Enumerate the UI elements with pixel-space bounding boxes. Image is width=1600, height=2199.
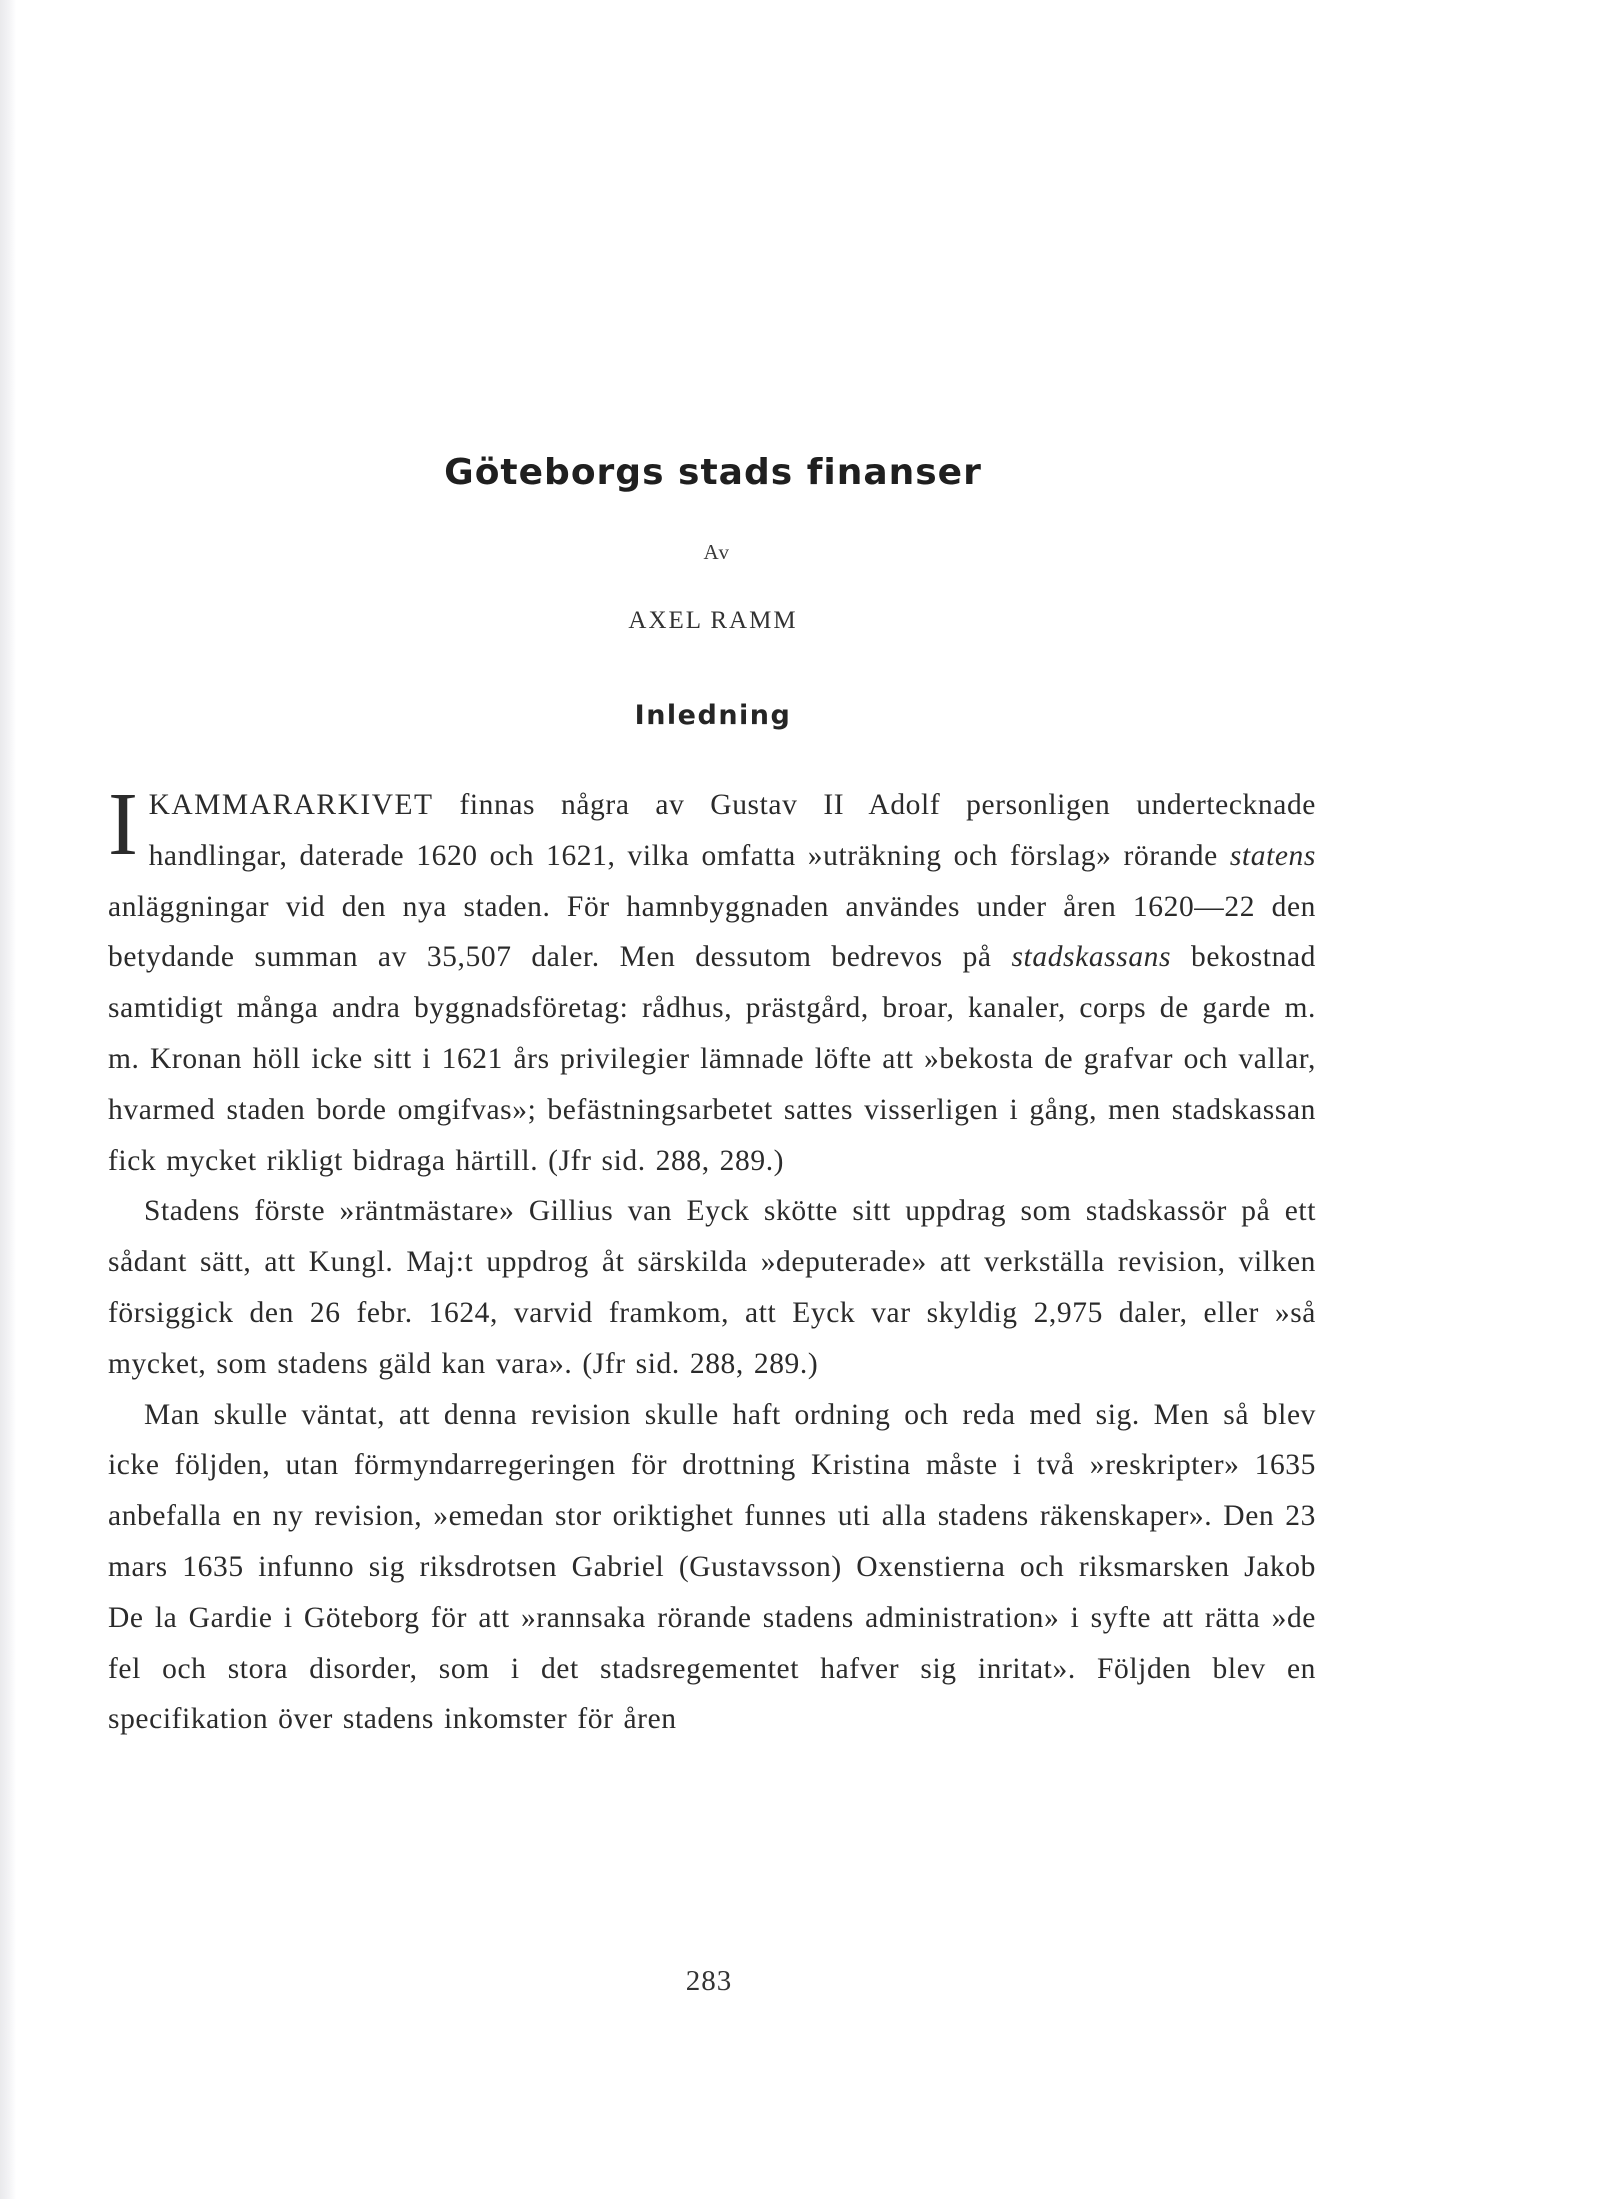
paragraph-revision: Stadens förste »räntmästare» Gillius van Eyck skötte sitt uppdrag som stadskassör på ett sådant sätt, att Kungl. Maj:t uppdrog åt särskilda »deputerade» att verkställa revision, vilken försiggick den 26 febr. 1624, varvid framkom, att Eyck var skyldig 2,975 daler, eller »så mycket, som stadens gäld kan vara». (Jfr sid. 288, 289.) bbox=[108, 1195, 1316, 1380]
paragraph-intro-text-3: bekostnad samtidigt många andra byggnadsföretag: rådhus, prästgård, broar, kanaler, corps de garde m. m. Kronan höll icke sitt i 1621 års privilegier lämnade löfte att »bekosta de grafvar och vallar, hvarmed staden borde omgifvas»; befästningsarbetet sattes visserligen i gång, men stadskassan fick mycket rikligt bidraga härtill. (Jfr sid. 288, 289.) bbox=[108, 941, 1316, 1177]
paragraph-intro-text-2: anläggningar vid den nya staden. För hamnbyggnaden användes under åren 1620—22 den betydande summan av 35,507 daler. Men dessutom bedrevos på bbox=[108, 890, 1316, 974]
emphasis-stadskassans: stadskassans bbox=[1011, 941, 1172, 974]
drop-cap: I bbox=[108, 775, 139, 874]
paragraph-new-revision: Man skulle väntat, att denna revision skulle haft ordning och reda med sig. Men så blev icke följden, utan förmyndarregeringen för drottning Kristina måste i två »reskripter» 1635 anbefalla en ny revision, »emedan stor oriktighet funnes uti alla stadens räkenskaper». Den 23 mars 1635 infunno sig riksdrotsen Gabriel (Gustavsson) Oxenstierna och riksmarsken Jakob De la Gardie i Göteborg för att »rannsaka rörande stadens administration» i syfte att rätta »de fel och stora disorder, som i det stadsregementet hafver sig inritat». Följden blev en specifikation över stadens inkomster för åren bbox=[108, 1398, 1316, 1736]
section-heading: Inledning bbox=[634, 700, 792, 731]
body-text bbox=[108, 775, 1316, 1745]
lead-in-smallcaps: KAMMARARKIVET bbox=[148, 789, 434, 821]
byline-prefix: Av bbox=[703, 540, 731, 564]
author-name: AXEL RAMM bbox=[628, 607, 798, 634]
page-number: 283 bbox=[685, 1965, 733, 1997]
paragraph-intro-text-1: finnas några av Gustav II Adolf personligen undertecknade handlingar, daterade 1620 och 1621, vilka omfatta »uträkning och förslag» rörande bbox=[148, 789, 1316, 872]
paragraph-intro bbox=[108, 775, 1316, 1186]
article-title: Göteborgs stads finanser bbox=[444, 452, 982, 493]
emphasis-statens: statens bbox=[1229, 839, 1316, 872]
